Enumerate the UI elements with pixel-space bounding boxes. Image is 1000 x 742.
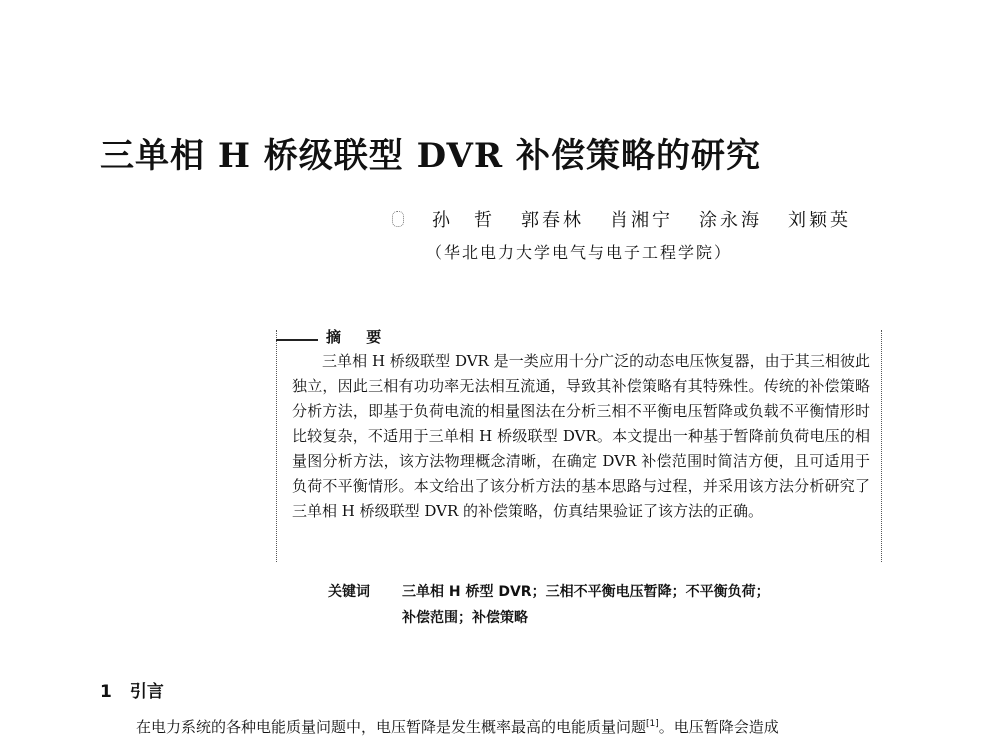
section-title: 引言 <box>129 682 164 702</box>
citation-ref: [1] <box>646 719 659 729</box>
section-number: 1 <box>100 682 112 702</box>
keywords-text: 三单相 H 桥型 DVR；三相不平衡电压暂降；不平衡负荷； <box>402 584 770 600</box>
paper-title: 三单相 H 桥级联型 DVR 补偿策略的研究 <box>100 136 761 176</box>
keywords-line-1 <box>328 579 888 605</box>
keywords-block <box>328 579 888 631</box>
footnote-mark-icon <box>392 211 404 227</box>
author-name: 刘颖英 <box>788 210 851 231</box>
author-name: 郭春林 <box>521 210 584 231</box>
abstract-text: 三单相 H 桥级联型 DVR 是一类应用十分广泛的动态电压恢复器，由于其三相彼此独立，因此三相有功功率无法相互流通，导致其补偿策略有其特殊性。传统的补偿策略分析方法，即基于负荷电流的相量图法在分析三相不平衡电压暂降或负载不平衡情形时比较复杂，不适用于三单相 H 桥级联型 DVR。本文提出一种基于暂降前负荷电压的相量图分析方法，该方法物理概念清晰，在确定 DVR 补偿范围时简洁方便，且可适用于负荷不平衡情形。本文给出了该分析方法的基本思路与过程，并采用该方法分析研究了三单相 H 桥级联型 DVR 的补偿策略，仿真结果验证了该方法的正确。 <box>292 352 870 520</box>
body-paragraph <box>136 716 896 737</box>
body-text-start: 在电力系统的各种电能质量问题中，电压暂降是发生概率最高的电能质量问题 <box>136 718 647 736</box>
author-name: 孙 哲 <box>432 210 495 231</box>
keywords-label: 关键词 <box>328 584 370 600</box>
author-list <box>392 206 851 232</box>
body-text-end: 。电压暂降会造成 <box>658 718 779 736</box>
abstract-rule-divider <box>276 339 318 342</box>
author-affiliation: （华北电力大学电气与电子工程学院） <box>426 243 733 262</box>
abstract-heading: 摘 要 <box>326 328 392 346</box>
section-heading <box>100 677 164 702</box>
author-name: 肖湘宁 <box>610 210 673 231</box>
keywords-line-2: 补偿范围；补偿策略 <box>402 610 528 626</box>
author-name: 涂永海 <box>699 210 762 231</box>
